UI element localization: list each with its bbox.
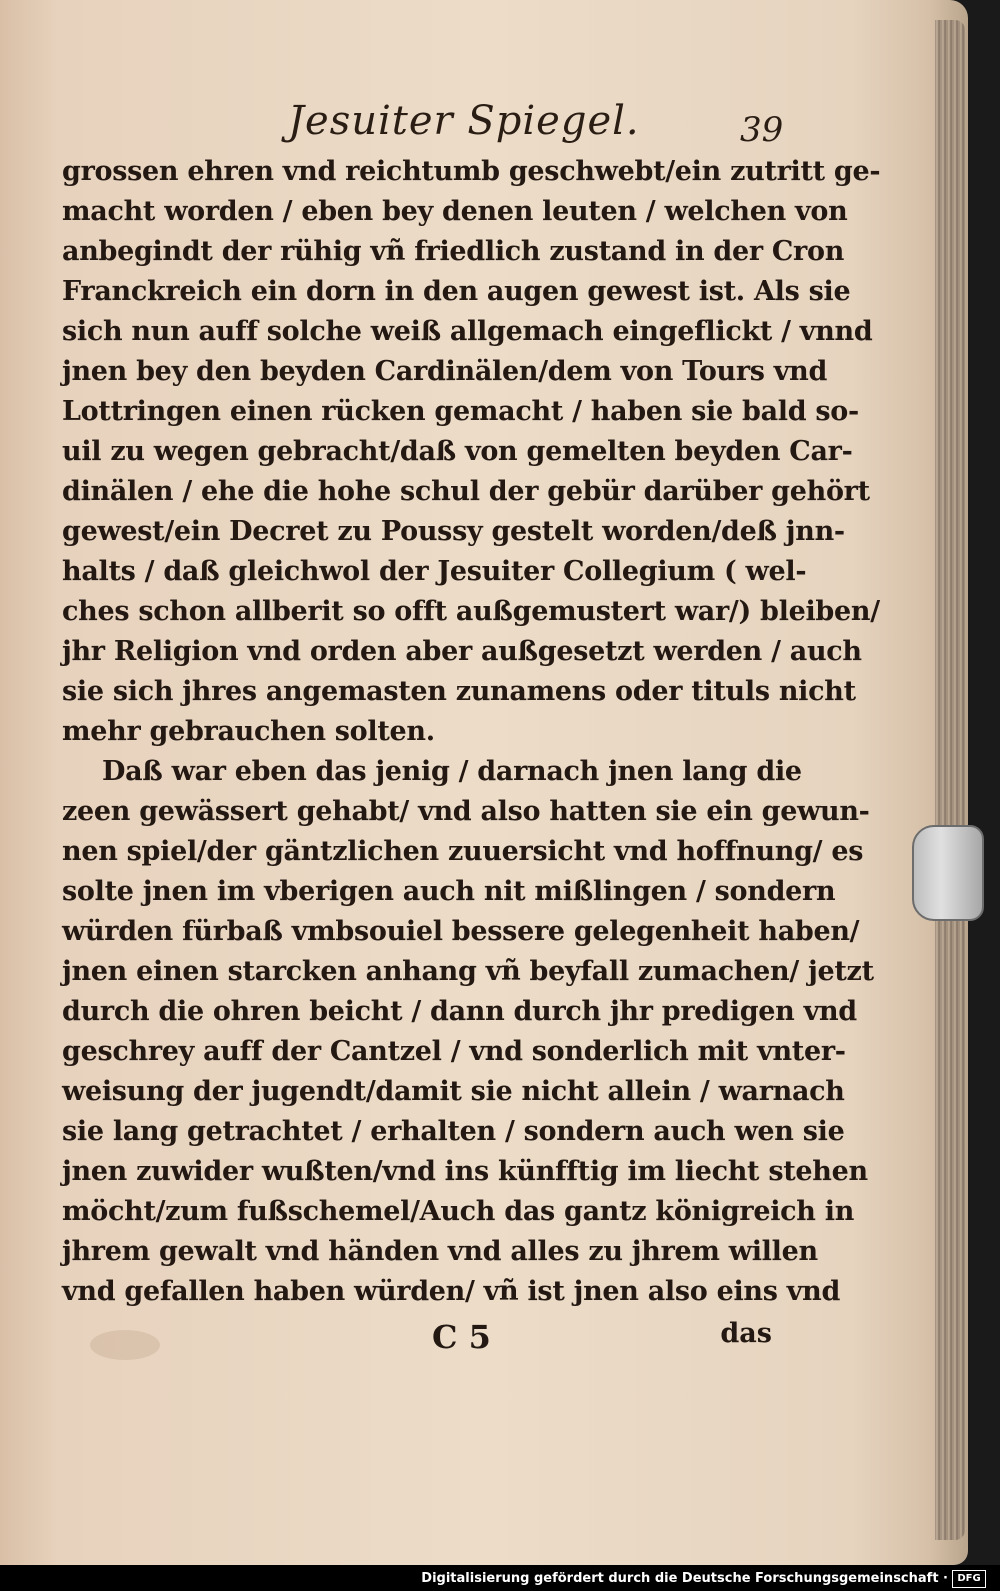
text-line: jnen bey den beyden Cardinälen/dem von Tours vnd [62,356,828,387]
text-line: mehr gebrauchen solten. [62,716,435,747]
text-line: sich nun auff solche weiß allgemach eingeflickt / vnnd [62,316,873,347]
page-header [60,98,820,152]
text-line: dinälen / ehe die hohe schul der gebür darüber gehört [62,476,870,507]
dfg-logo-icon: DFG [952,1570,986,1588]
text-line: möcht/zum fußschemel/Auch das gantz königreich in [62,1196,855,1227]
text-line: gewest/ein Decret zu Poussy gestelt worden/deß jnn- [62,516,845,547]
text-line: vnd gefallen haben würden/ vñ ist jnen also eins vnd [62,1276,841,1307]
credit-text: Digitalisierung gefördert durch die Deutsche Forschungsgemeinschaft · [421,1571,948,1586]
text-line: jhrem gewalt vnd händen vnd alles zu jhrem willen [62,1236,818,1267]
text-line: Lottringen einen rücken gemacht / haben sie bald so- [62,396,859,427]
running-title: Jesuiter Spiegel. [288,98,640,144]
text-line: anbegindt der rühig vñ friedlich zustand in der Cron [62,236,845,267]
text-line: würden fürbaß vmbsouiel bessere gelegenheit haben/ [62,916,860,947]
page-edges [935,20,965,1540]
book-clip-tab [912,825,984,921]
text-line: Franckreich ein dorn in den augen gewest ist. Als sie [62,276,851,307]
text-line: durch die ohren beicht / dann durch jhr predigen vnd [62,996,857,1027]
text-line: jnen zuwider wußten/vnd ins künfftig im liecht stehen [62,1156,868,1187]
body-text [62,152,881,1322]
text-line: geschrey auff der Cantzel / vnd sonderlich mit vnter- [62,1036,846,1067]
text-line: jnen einen starcken anhang vñ beyfall zumachen/ jetzt [62,956,874,987]
text-line: macht worden / eben bey denen leuten / welchen von [62,196,848,227]
text-line: solte jnen im vberigen auch nit mißlingen / sondern [62,876,836,907]
text-line: uil zu wegen gebracht/daß von gemelten beyden Car- [62,436,853,467]
text-line: ches schon allberit so offt außgemustert war/) bleiben/ [62,596,880,627]
text-line: sie lang getrachtet / erhalten / sondern auch wen sie [62,1116,845,1147]
credit-bar [0,1565,1000,1591]
text-line: halts / daß gleichwol der Jesuiter Collegium ( wel- [62,556,807,587]
text-line: zeen gewässert gehabt/ vnd also hatten sie ein gewun- [62,796,870,827]
page-footer [60,1318,772,1360]
text-line: sie sich jhres angemasten zunamens oder tituls nicht [62,676,856,707]
text-line: weisung der jugendt/damit sie nicht allein / warnach [62,1076,845,1107]
text-line: jhr Religion vnd orden aber außgesetzt werden / auch [62,636,862,667]
page-number: 39 [740,110,784,150]
signature-mark: C 5 [432,1318,491,1356]
text-line: grossen ehren vnd reichtumb geschwebt/ein zutritt ge- [62,156,881,187]
catchword: das [720,1318,772,1349]
text-line: nen spiel/der gäntzlichen zuuersicht vnd hoffnung/ es [62,836,864,867]
text-line: Daß war eben das jenig / darnach jnen lang die [102,756,802,787]
